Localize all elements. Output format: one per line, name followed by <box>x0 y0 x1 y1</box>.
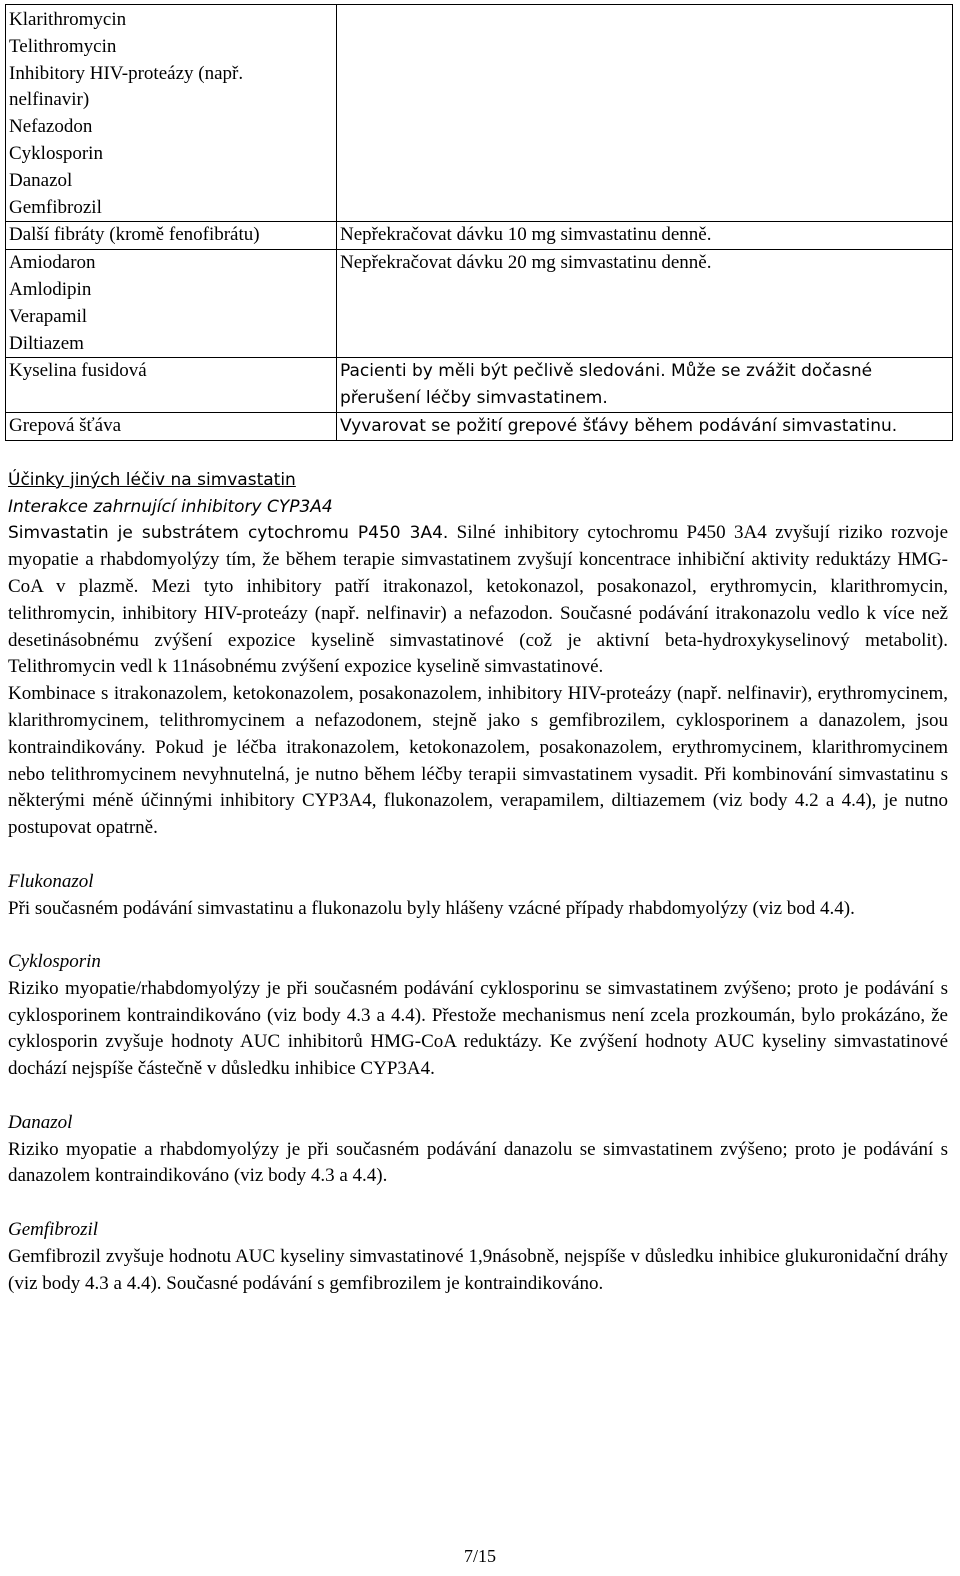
table-row <box>6 358 953 413</box>
paragraph: Riziko myopatie a rhabdomyolýzy je při současném podávání danazolu se simvastatinem zvýšeno; proto je podávání s danazolem kontraindikováno (viz body 4.3 a 4.4). <box>8 1138 948 1187</box>
subsection-title: Flukonazol <box>8 870 94 892</box>
drug-name: Gemfibrozil <box>9 196 102 218</box>
drug-name: Diltiazem <box>9 332 84 354</box>
drug-name: Verapamil <box>9 305 88 327</box>
paragraph-lead: Simvastatin je substrátem cytochromu P450 3A4. <box>8 523 449 544</box>
advice-text: Nepřekračovat dávku 10 mg simvastatinu denně. <box>340 224 712 246</box>
drug-name: Amiodaron <box>9 252 96 274</box>
drug-name: Telithromycin <box>9 35 117 57</box>
drug-name: nelfinavir) <box>9 89 90 111</box>
section-heading: Účinky jiných léčiv na simvastatin <box>8 469 296 490</box>
paragraph: Při současném podávání simvastatinu a flukonazolu byly hlášeny vzácné případy rhabdomyolýzy (viz bod 4.4). <box>8 897 855 919</box>
advice-text: Pacienti by měli být pečlivě sledováni. Může se zvážit dočasné <box>340 361 873 382</box>
advice-cell <box>337 358 953 413</box>
table-row <box>6 222 953 250</box>
paragraph: Kombinace s itrakonazolem, ketokonazolem, posakonazolem, inhibitory HIV-proteázy (např. nelfinavir), erythromycinem, klarithromycinem, telithromycinem a nefazodonem, stejně jako s gemfibrozilem, cyklosporinem a danazolem, jsou kontraindikovány. Pokud je léčba itrakonazolem, ketokonazolem, posakonazolem, erythromycinem, klarithromycinem nebo telithromycinem nevyhnutelná, je nutno během léčby terapii simvastatinem vysadit. Při kombinování simvastatinu s některými méně účinnými inhibitory CYP3A4, flukonazolem, verapamilem, diltiazemem (viz body 4.2 a 4.4), je nutno postupovat opatrně. <box>8 683 948 839</box>
advice-cell <box>337 222 953 250</box>
drug-name: Cyklosporin <box>9 142 103 164</box>
drug-name: Nefazodon <box>9 116 93 138</box>
drug-name: Inhibitory HIV-proteázy (např. <box>9 62 244 84</box>
drug-cell <box>6 412 337 440</box>
drug-cell <box>6 222 337 250</box>
page-number: 7/15 <box>463 1546 496 1566</box>
advice-text: Vyvarovat se požití grepové šťávy během podávání simvastatinu. <box>340 415 898 436</box>
advice-text: Nepřekračovat dávku 20 mg simvastatinu denně. <box>340 252 712 274</box>
paragraph: Riziko myopatie/rhabdomyolýzy je při současném podávání cyklosporinu se simvastatinem zvýšeno; proto je podávání s cyklosporinem kontraindikováno (viz body 4.3 a 4.4). Přestože mechanismus není zcela prozkoumán, bylo prokázáno, že cyklosporin zvyšuje hodnoty AUC inhibitorů HMG-CoA reduktázy. Ke zvýšení hodnoty AUC kyseliny simvastatinové dochází nejspíše částečně v důsledku inhibice CYP3A4. <box>8 977 948 1080</box>
subsection-title: Cyklosporin <box>8 951 101 973</box>
drug-cell <box>6 358 337 413</box>
table-row <box>6 412 953 440</box>
drug-cell <box>6 250 337 358</box>
table-row <box>6 5 953 222</box>
paragraph <box>8 520 948 681</box>
paragraph: Gemfibrozil zvyšuje hodnotu AUC kyseliny simvastatinové 1,9násobně, nejspíše v důsledku inhibice glukuronidační dráhy (viz body 4.3 a 4.4). Současné podávání s gemfibrozilem je kontraindikováno. <box>8 1245 948 1294</box>
drug-name: Grepová šťáva <box>9 414 122 436</box>
table-row <box>6 250 953 358</box>
subsection-cyklosporin <box>8 949 948 1083</box>
subsection-title: Gemfibrozil <box>8 1219 99 1241</box>
subsection-flukonazol <box>8 869 948 923</box>
advice-cell <box>337 412 953 440</box>
paragraph-text: Silné inhibitory cytochromu P450 3A4 zvyšují riziko rozvoje myopatie a rhabdomyolýzy tím, že během terapie simvastatinem zvyšují koncentrace inhibiční aktivity reduktázy HMG-CoA v plazmě. Mezi tyto inhibitory patří itrakonazol, ketokonazol, posakonazol, erythromycin, klarithromycin, telithromycin, inhibitory HIV-proteázy (např. nelfinavir) a nefazodon. Současné podávání itrakonazolu vedlo k více než desetinásobnému zvýšení expozice kyselině simvastatinové (což je aktivní beta-hydroxykyselinový metabolit). Telithromycin vedl k 11násobnému zvýšení expozice kyselině simvastatinové. <box>8 522 948 678</box>
drug-name: Další fibráty (kromě fenofibrátu) <box>9 224 260 246</box>
drug-name: Kyselina fusidová <box>9 360 147 382</box>
drug-name: Klarithromycin <box>9 9 127 30</box>
interaction-table <box>5 4 953 441</box>
drug-cell <box>6 5 337 222</box>
advice-cell <box>337 5 953 222</box>
section-subheading: Interakce zahrnující inhibitory CYP3A4 <box>8 496 333 517</box>
advice-cell <box>337 250 953 358</box>
subsection-gemfibrozil <box>8 1217 948 1297</box>
advice-text: přerušení léčby simvastatinem. <box>340 388 608 409</box>
subsection-title: Danazol <box>8 1111 73 1133</box>
drug-name: Danazol <box>9 169 73 191</box>
document-page <box>8 4 948 1297</box>
subsection-danazol <box>8 1110 948 1190</box>
drug-name: Amlodipin <box>9 278 92 300</box>
section-effects <box>8 467 948 842</box>
